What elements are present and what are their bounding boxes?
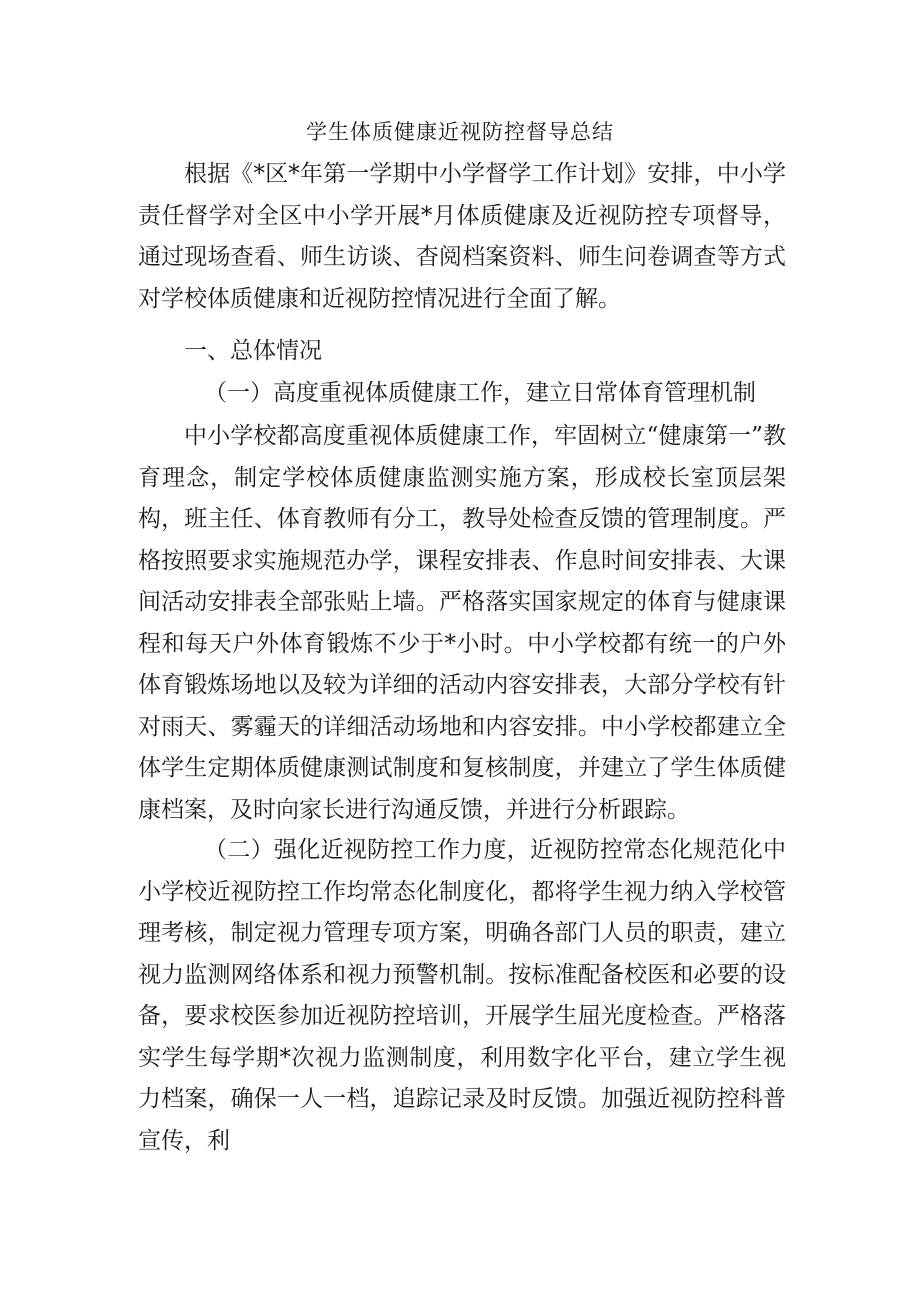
subsection-heading-1: （一）高度重视体质健康工作，建立日常体育管理机制 — [204, 380, 756, 406]
body-paragraph-myopia-control: （二）强化近视防控工作力度，近视防控常态化规范化中小学校近视防控工作均常态化制度化，都将学生视力纳入学校管理考核，制定视力管理专项方案，明确各部门人员的职责，建立视力监测网络体系和视力预警机制。按标准配备校医和必要的设备，要求校医参加近视防控培训，开展学生屈光度检查。严格落实学生每学期*次视力监测制度，利用数字化平台，建立学生视力档案，确保一人一档，追踪记录及时反馈。加强近视防控科普宣传，利 — [138, 837, 786, 1154]
section-heading-overall: 一、总体情况 — [184, 338, 322, 364]
intro-paragraph: 根据《*区*年第一学期中小学督学工作计划》安排，中小学责任督学对全区中小学开展*月体质健康及近视防控专项督导，通过现场查看、师生访谈、杳阅档案资料、师生问卷调查等方式对学校体质健康和近视防控情况进行全面了解。 — [138, 161, 786, 312]
body-paragraph-physical-health: 中小学校都高度重视体质健康工作，牢固树立“健康第一”教育理念，制定学校体质健康监测实施方案，形成校长室顶层架构，班主任、体育教师有分工，教导处检查反馈的管理制度。严格按照要求实施规范办学，课程安排表、作息时间安排表、大课间活动安排表全部张贴上墙。严格落实国家规定的体育与健康课程和每天户外体育锻炼不少于*小时。中小学校都有统一的户外体育锻炼场地以及较为详细的活动内容安排表，大部分学校有针对雨天、雾霾天的详细活动场地和内容安排。中小学校都建立全体学生定期体质健康测试制度和复核制度，并建立了学生体质健康档案，及时向家长进行沟通反馈，并进行分析跟踪。 — [138, 423, 786, 823]
document-title: 学生体质健康近视防控督导总结 — [306, 120, 614, 144]
